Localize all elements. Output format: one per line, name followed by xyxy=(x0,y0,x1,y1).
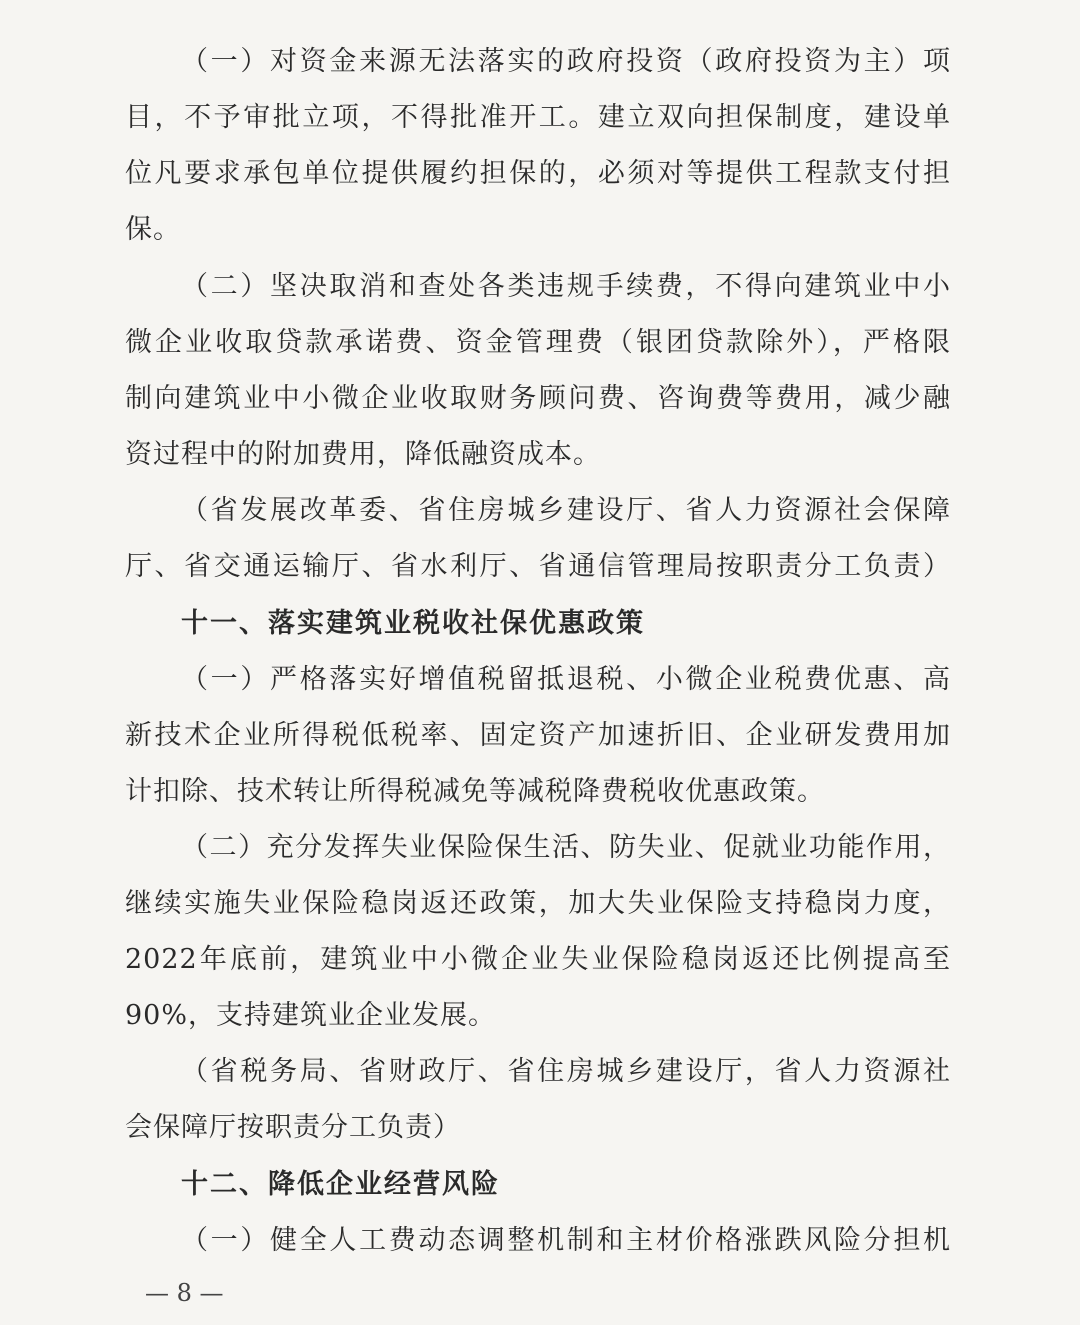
paragraph-2-line-2: 微企业收取贷款承诺费、资金管理费（银团贷款除外），严格限 xyxy=(125,327,951,358)
paragraph-4-line-2: 新技术企业所得税低税率、固定资产加速折旧、企业研发费用加 xyxy=(125,720,951,751)
paragraph-1-line-3: 位凡要求承包单位提供履约担保的，必须对等提供工程款支付担 xyxy=(125,158,951,189)
paragraph-5-line-2: 继续实施失业保险稳岗返还政策，加大失业保险支持稳岗力度， xyxy=(125,888,951,919)
paragraph-2-line-3: 制向建筑业中小微企业收取财务顾问费、咨询费等费用，减少融 xyxy=(125,383,951,414)
paragraph-3-line-1: （省发展改革委、省住房城乡建设厅、省人力资源社会保障 xyxy=(181,495,951,526)
paragraph-3-line-2: 厅、省交通运输厅、省水利厅、省通信管理局按职责分工负责） xyxy=(125,551,951,582)
page-number: — 8 — xyxy=(145,1279,224,1307)
paragraph-6-line-1: （省税务局、省财政厅、省住房城乡建设厅，省人力资源社 xyxy=(181,1056,951,1087)
paragraph-4-line-3: 计扣除、技术转让所得税减免等减税降费税收优惠政策。 xyxy=(125,776,825,807)
paragraph-4-line-1: （一）严格落实好增值税留抵退税、小微企业税费优惠、高 xyxy=(181,664,951,695)
paragraph-5-line-1: （二）充分发挥失业保险保生活、防失业、促就业功能作用， xyxy=(181,832,951,863)
paragraph-1-line-4: 保。 xyxy=(125,214,181,245)
paragraph-5-line-4: 90%，支持建筑业企业发展。 xyxy=(125,1000,497,1031)
paragraph-6-line-2: 会保障厅按职责分工负责） xyxy=(125,1112,461,1143)
paragraph-5-line-3: 2022年底前，建筑业中小微企业失业保险稳岗返还比例提高至 xyxy=(125,944,951,975)
paragraph-7-line-1: （一）健全人工费动态调整机制和主材价格涨跌风险分担机 xyxy=(181,1225,951,1256)
paragraph-1-line-1: （一）对资金来源无法落实的政府投资（政府投资为主）项 xyxy=(181,46,951,77)
paragraph-2-line-4: 资过程中的附加费用，降低融资成本。 xyxy=(125,439,601,470)
paragraph-1-line-2: 目，不予审批立项，不得批准开工。建立双向担保制度，建设单 xyxy=(125,102,951,133)
section-heading-11: 十一、落实建筑业税收社保优惠政策 xyxy=(181,608,645,639)
paragraph-2-line-1: （二）坚决取消和查处各类违规手续费，不得向建筑业中小 xyxy=(181,271,951,302)
section-heading-12: 十二、降低企业经营风险 xyxy=(181,1169,500,1200)
